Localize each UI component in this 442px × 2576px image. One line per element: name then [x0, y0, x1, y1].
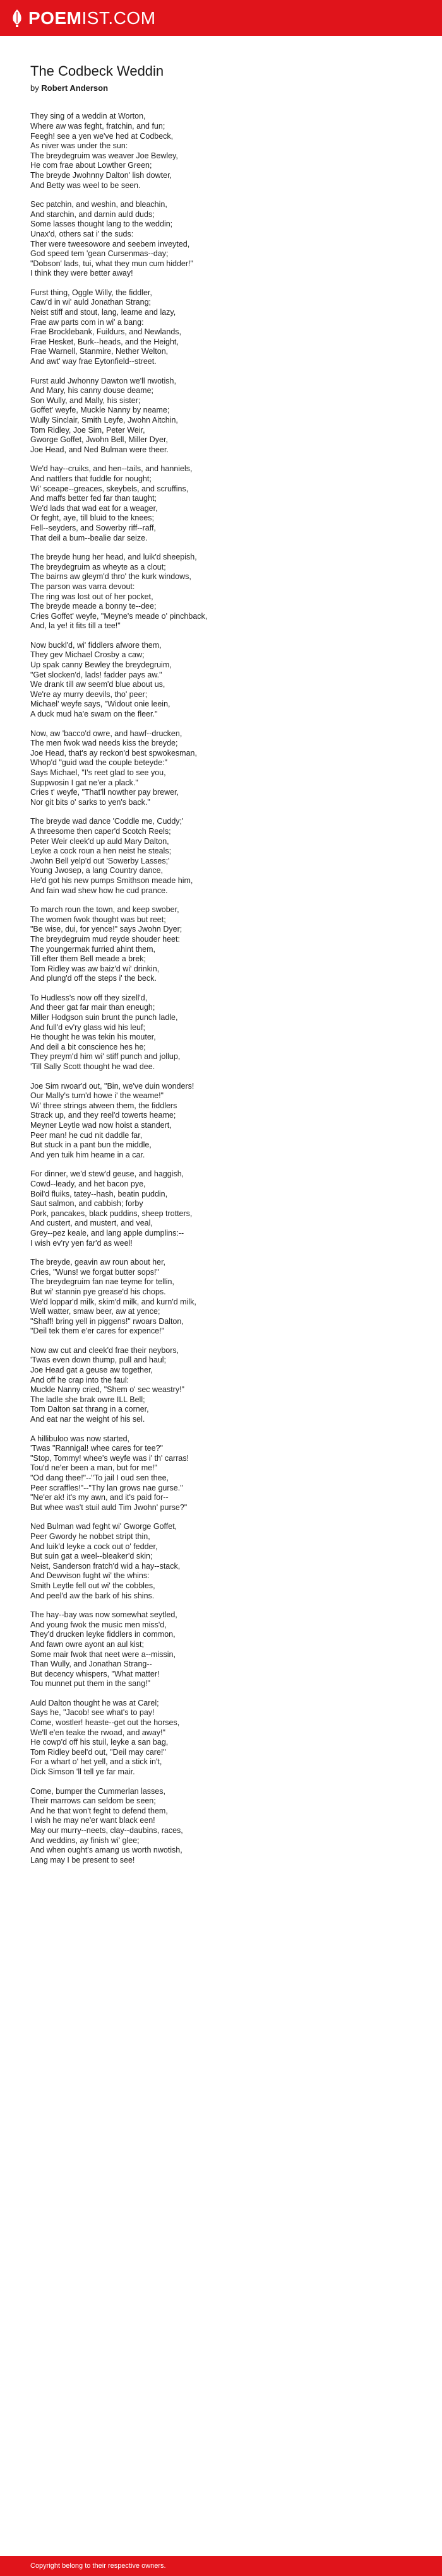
- poem-line: The breyde, geavin aw roun about her,: [30, 1258, 166, 1267]
- poem-line: But wi' stannin pye grease'd his chops.: [30, 1287, 166, 1296]
- poem-line: Neist stiff and stout, lang, leame and lazy,: [30, 308, 176, 317]
- poem-line: Unax'd, others sat i' the suds:: [30, 229, 134, 238]
- poem-line: The breydegruim as wheyte as a clout;: [30, 562, 166, 571]
- poem-line: The breyde hung her head, and luik'd sheepish,: [30, 553, 197, 562]
- poem-line: Lang may I be present to see!: [30, 1855, 135, 1865]
- poem-line: The parson was varra devout:: [30, 582, 135, 591]
- poem-line: But whee was't stuil auld Tim Jwohn' purse?": [30, 1502, 188, 1512]
- poem-line: Whop'd "guid wad the couple beteyde:": [30, 758, 167, 768]
- poem-line: Joe Head gat a geuse aw together,: [30, 1366, 153, 1375]
- poem-stanza: [30, 729, 409, 808]
- poem-line: "Deil tek them e'er cares for expence!": [30, 1326, 165, 1336]
- poem-line: "Get slocken'd, lads! fadder pays aw.": [30, 670, 162, 679]
- poem-line: Gworge Goffet, Jwohn Bell, Miller Dyer,: [30, 435, 168, 445]
- poem-line: Grey--pez keale, and lang apple dumplins:--: [30, 1228, 184, 1238]
- poem-line: The breyde meade a bonny te--dee;: [30, 602, 157, 611]
- poem-line: Peter Weir cleek'd up auld Mary Dalton,: [30, 836, 169, 846]
- poem-line: Fell--seyders, and Sowerby riff--raff,: [30, 523, 156, 532]
- poem-line: To march roun the town, and keep swober,: [30, 905, 179, 915]
- poem-line: Caw'd in wi' auld Jonathan Strang;: [30, 298, 151, 307]
- poem-line: Goffet' weyfe, Muckle Nanny by neame;: [30, 406, 170, 415]
- poem-stanza: [30, 1434, 409, 1513]
- poem-line: Jwohn Bell yelp'd out 'Sowerby Lasses;': [30, 856, 170, 865]
- poem-line: The hay--bay was now somewhat seytled,: [30, 1610, 177, 1620]
- poem-title: The Codbeck Weddin: [30, 63, 164, 79]
- poem-line: Nor git bits o' sarks to yen's back.": [30, 797, 150, 807]
- poem-line: Wi' sceape--greaces, skeybels, and scruffins,: [30, 484, 189, 493]
- poem-line: And, la ye! it fits till a tee!": [30, 621, 121, 631]
- poem-line: God speed tem 'gean Cursenmas--day;: [30, 249, 169, 259]
- poem-line: Furst thing, Oggle Willy, the fiddler,: [30, 288, 152, 297]
- site-header: [0, 0, 442, 36]
- poem-line: "Dobson' lads, tui, what they mun cum hidder!": [30, 259, 193, 268]
- poem-line: A duck mud ha'e swam on the fleer.": [30, 710, 158, 719]
- poem-line: Saut salmon, and cabbish; forby: [30, 1199, 143, 1209]
- poem-line: Says Michael, "I's reet glad to see you,: [30, 768, 166, 778]
- poem-line: Muckle Nanny cried, "Shem o' sec weastry!": [30, 1385, 184, 1395]
- poem-line: Now buckl'd, wi' fiddlers afwore them,: [30, 640, 162, 650]
- poem-line: Feegh! see a yen we've hed at Codbeck,: [30, 131, 174, 141]
- poem-line: And deil a bit conscience hes he;: [30, 1042, 146, 1051]
- poem-line: "Od dang thee!"--"To jail I oud sen thee,: [30, 1473, 169, 1483]
- poem-line: Cries t' weyfe, "That'll nowther pay brewer,: [30, 788, 179, 797]
- poem-content: [30, 63, 409, 1875]
- poem-line: "Stop, Tommy! whee's weyfe was i' th' carras!: [30, 1453, 189, 1463]
- poem-line: The men fwok wad needs kiss the breyde;: [30, 739, 178, 748]
- poem-line: And custert, and mustert, and veal,: [30, 1219, 153, 1228]
- poem-line: Than Wully, and Jonathan Strang--: [30, 1660, 152, 1669]
- poem-line: And he that won't feght to defend them,: [30, 1806, 168, 1815]
- poem-line: They gev Michael Crosby a caw;: [30, 650, 145, 660]
- poem-line: Miller Hodgson suin brunt the punch ladle,: [30, 1013, 178, 1022]
- poem-line: We'd hay--cruiks, and hen--tails, and hanniels,: [30, 464, 193, 474]
- poem-line: The ladle she brak owre ILL Bell;: [30, 1395, 145, 1404]
- poem-line: Tom Dalton sat thrang in a corner,: [30, 1405, 149, 1414]
- poem-line: And plung'd off the steps i' the beck.: [30, 974, 157, 983]
- poem-line: Peer Gwordy he nobbet stript thin,: [30, 1531, 150, 1541]
- poem-line: And theer gat far mair than eneugh;: [30, 1003, 155, 1012]
- poem-line: Where aw was feght, fratchin, and fun;: [30, 121, 165, 131]
- poem-line: Peer man! he cud nit daddle far,: [30, 1130, 143, 1140]
- poem-line: Leyke a cock roun a hen neist he steals;: [30, 846, 172, 856]
- poem-line: May our murry--neets, clay--daubins, races,: [30, 1826, 183, 1835]
- poem-line: And nattlers that fuddle for nought;: [30, 474, 152, 483]
- poem-line: Michael' weyfe says, "Widout onie leein,: [30, 700, 170, 709]
- poem-line: Some mair fwok that neet were a--missin,: [30, 1649, 176, 1659]
- poem-line: The youngermak furried ahint them,: [30, 944, 156, 954]
- poem-line: Pork, pancakes, black puddins, sheep trotters,: [30, 1209, 193, 1218]
- poem-line: The ring was lost out of her pocket,: [30, 592, 153, 601]
- poem-stanza: [30, 553, 409, 631]
- poem-line: He thought he was tekin his mouter,: [30, 1033, 156, 1042]
- poem-line: The bairns aw gleym'd thro' the kurk windows,: [30, 572, 191, 582]
- poem-line: A threesome then caper'd Scotch Reels;: [30, 826, 171, 836]
- poem-line: Cries, "Wuns! we forgat butter sops!": [30, 1267, 159, 1277]
- poem-line: But suin gat a weel--bleaker'd skin;: [30, 1552, 153, 1561]
- poem-line: "Shaff! bring yell in piggens!" rwoars Dalton,: [30, 1316, 184, 1326]
- poem-line: Wully Sinclair, Smith Leyfe, Jwohn Aitchin,: [30, 416, 178, 425]
- poem-line: For a whart o' het yell, and a stick in't,: [30, 1757, 162, 1767]
- poem-line: Auld Dalton thought he was at Carel;: [30, 1698, 159, 1707]
- poem-line: "Be wise, dui, for yence!" says Jwohn Dyer;: [30, 925, 182, 934]
- poem-line: Come, bumper the Cummerlan lasses,: [30, 1786, 165, 1796]
- poem-line: Meyner Leytle wad now hoist a standert,: [30, 1121, 172, 1130]
- poem-line: But stuck in a pant bun the middle,: [30, 1140, 152, 1150]
- poem-line: And maffs better fed far than taught;: [30, 494, 157, 503]
- poem-line: Cowd--leady, and het bacon pye,: [30, 1179, 146, 1188]
- poem-stanza: [30, 641, 409, 720]
- poem-line: That deil a bum--bealie dar seize.: [30, 533, 148, 542]
- poem-line: For dinner, we'd stew'd geuse, and haggish,: [30, 1169, 184, 1179]
- poem-line: They sing of a weddin at Worton,: [30, 112, 146, 121]
- poem-line: And young fwok the music men miss'd,: [30, 1620, 167, 1629]
- poem-line: Our Mally's turn'd howe i' the weame!": [30, 1091, 164, 1101]
- poem-line: And eat nar the weight of his sel.: [30, 1415, 145, 1424]
- poem-line: Now, aw 'bacco'd owre, and hawf--drucken,: [30, 729, 182, 738]
- poem-stanza: [30, 993, 409, 1072]
- poem-line: But decency whispers, "What matter!: [30, 1669, 160, 1678]
- poem-stanza: [30, 1169, 409, 1248]
- poem-stanza: [30, 377, 409, 455]
- poem-line: He com frae about Lowther Green;: [30, 161, 152, 170]
- poem-line: Joe Sim rwoar'd out, "Bin, we've duin wonders!: [30, 1081, 194, 1091]
- poem-stanza: [30, 905, 409, 984]
- poem-line: Frae Warnell, Stanmire, Nether Welton,: [30, 347, 169, 356]
- poem-stanza: [30, 1699, 409, 1777]
- poem-line: 'Till Sally Scott thought he wad dee.: [30, 1062, 155, 1072]
- poem-line: We're ay murry deevils, tho' peer;: [30, 689, 148, 699]
- poem-line: Smith Leytle fell out wi' the cobbles,: [30, 1581, 155, 1590]
- poem-line: Son Wully, and Mally, his sister;: [30, 395, 141, 405]
- poem-line: Ther were tweesowore and seebem inveyted,: [30, 239, 190, 249]
- poem-line: Frae Hesket, Burk--heads, and the Height,: [30, 337, 179, 346]
- poem-stanza: [30, 1522, 409, 1601]
- poem-line: Suppwosin I gat ne'er a plack.": [30, 778, 138, 787]
- poem-line: We'd loppar'd milk, skim'd milk, and kurn'd milk,: [30, 1297, 196, 1306]
- poem-line: They'd drucken leyke fiddlers in common,: [30, 1630, 176, 1639]
- poem-line: And when ought's amang us worth nwotish,: [30, 1846, 182, 1855]
- poem-line: And starchin, and darnin auld duds;: [30, 209, 155, 219]
- poem-stanza: [30, 1082, 409, 1161]
- poem-line: Frae aw parts com in wi' a bang:: [30, 317, 144, 327]
- poem-line: Some lasses thought lang to the weddin;: [30, 220, 173, 229]
- poem-line: I think they were better away!: [30, 269, 133, 278]
- poem-body: [30, 112, 409, 1865]
- quill-icon: [11, 9, 23, 28]
- poem-line: Come, wostler! heaste--get out the horses,: [30, 1718, 180, 1728]
- poem-line: Sec patchin, and weshin, and bleachin,: [30, 200, 167, 209]
- poem-line: He cowp'd off his stuil, leyke a san bag,: [30, 1738, 169, 1747]
- poem-line: 'Twas "Rannigal! whee cares for tee?": [30, 1444, 163, 1453]
- poem-line: "Ne'er ak! it's my awn, and it's paid for--: [30, 1493, 169, 1502]
- poem-line: I wish ev'ry yen far'd as weel!: [30, 1238, 133, 1248]
- poem-line: And off he crap into the faul:: [30, 1375, 129, 1385]
- poem-stanza: [30, 288, 409, 367]
- poem-line: And yen tuik him heame in a car.: [30, 1150, 145, 1159]
- poem-line: The breydegruim mud reyde shouder heet:: [30, 934, 180, 944]
- poem-line: And Dewvison fught wi' the whins:: [30, 1571, 150, 1581]
- poem-line: Says he, "Jacob! see what's to pay!: [30, 1708, 155, 1718]
- poem-line: They preym'd him wi' stiff punch and jollup,: [30, 1052, 181, 1062]
- poem-line: The women fwok thought was but reet;: [30, 915, 166, 924]
- poem-line: Now aw cut and cleek'd frae their neybors,: [30, 1345, 179, 1355]
- poem-line: Frae Brocklebank, Fuildurs, and Newlands,: [30, 327, 182, 337]
- poem-line: The breydegruim was weaver Joe Bewley,: [30, 151, 178, 160]
- poem-line: Tou'd ne'er been a man, but for me!": [30, 1463, 157, 1473]
- poem-stanza: [30, 1346, 409, 1425]
- poem-line: And full'd ev'ry glass wid his leuf;: [30, 1022, 145, 1032]
- poem-line: Strack up, and they reel'd towerts heame;: [30, 1111, 176, 1120]
- poem-stanza: [30, 200, 409, 279]
- logo-text: POEMIST.COM: [28, 8, 156, 28]
- poem-line: Joe Head, that's ay reckon'd best spwokesman,: [30, 748, 197, 758]
- poem-line: And fain wad shew how he cud prance.: [30, 886, 168, 895]
- poem-line: And Betty was weel to be seen.: [30, 180, 141, 190]
- poem-line: Boil'd fluiks, tatey--hash, beatin puddin,: [30, 1189, 168, 1198]
- copyright-text: Copyright belong to their respective owners.: [30, 2562, 166, 2570]
- poem-line: Tom Ridley was aw baiz'd wi' drinkin,: [30, 964, 160, 973]
- poem-line: Till efter them Bell meade a brek;: [30, 954, 146, 964]
- poem-stanza: [30, 817, 409, 896]
- poem-line: Peer scraffles!"--"Thy lan grows nae gurse.": [30, 1483, 183, 1492]
- poem-line: Furst auld Jwhonny Dawton we'll nwotish,: [30, 376, 176, 385]
- site-logo[interactable]: [11, 9, 156, 28]
- poem-line: Dick Simson 'll tell ye far mair.: [30, 1767, 135, 1777]
- poem-line: And Mary, his canny douse deame;: [30, 386, 154, 395]
- poem-line: The breydegruim fan nae teyme for tellin,: [30, 1277, 174, 1287]
- poem-stanza: [30, 464, 409, 543]
- poem-line: And fawn owre ayont an aul kist;: [30, 1639, 144, 1649]
- by-label: by: [30, 83, 39, 93]
- poem-line: Well watter, smaw beer, aw at yence;: [30, 1307, 160, 1316]
- poem-line: Up spak canny Bewley the breydegruim,: [30, 660, 172, 670]
- poem-line: And awt' way frae Eytonfield--street.: [30, 357, 157, 366]
- poem-line: I wish he may ne'er want black een!: [30, 1816, 155, 1825]
- poem-line: Tou munnet put them in the sang!": [30, 1679, 150, 1689]
- poem-line: And weddins, ay finish wi' glee;: [30, 1835, 140, 1845]
- poem-line: Wi' three strings atween them, the fiddlers: [30, 1101, 177, 1110]
- poem-line: To Hudless's now off they sizell'd,: [30, 993, 148, 1002]
- poem-line: 'Twas even down thump, pull and haul;: [30, 1355, 167, 1365]
- poem-stanza: [30, 1258, 409, 1337]
- poem-line: He'd got his new pumps Smithson meade him,: [30, 875, 193, 885]
- poem-line: Tom Ridley, Joe Sim, Peter Weir,: [30, 425, 145, 435]
- poem-line: Or feght, aye, till bluid to the knees;: [30, 513, 154, 523]
- poem-line: Ned Bulman wad feght wi' Gworge Goffet,: [30, 1522, 177, 1531]
- poem-line: The breyde Jwohnny Dalton' lish dowter,: [30, 170, 172, 180]
- poem-stanza: [30, 112, 409, 190]
- poem-line: As niver was under the sun:: [30, 141, 128, 151]
- poem-line: A hillibuloo was now started,: [30, 1434, 130, 1443]
- poem-line: And luik'd leyke a cock out o' fedder,: [30, 1542, 158, 1551]
- poem-byline: [30, 83, 409, 93]
- poem-line: And peel'd aw the bark of his shins.: [30, 1591, 155, 1600]
- poem-stanza: [30, 1787, 409, 1866]
- poem-stanza: [30, 1610, 409, 1689]
- poem-line: Their marrows can seldom be seen;: [30, 1796, 156, 1806]
- poem-line: Joe Head, and Ned Bulman were theer.: [30, 445, 169, 454]
- poem-line: Cries Goffet' weyfe, "Meyne's meade o' pinchback,: [30, 611, 208, 621]
- poem-line: Young Jwosep, a lang Country dance,: [30, 866, 164, 875]
- poem-line: Neist, Sanderson fratch'd wid a hay--stack,: [30, 1561, 181, 1571]
- poem-line: We'd lads that wad eat for a weager,: [30, 503, 158, 513]
- author-link[interactable]: Robert Anderson: [41, 83, 109, 93]
- site-footer: [0, 2556, 442, 2576]
- poem-line: Tom Ridley beel'd out, "Deil may care!": [30, 1747, 166, 1757]
- poem-line: We'll e'en teake the rwoad, and away!": [30, 1728, 165, 1737]
- poem-line: We drank till aw seem'd blue about us,: [30, 680, 165, 689]
- poem-line: The breyde wad dance 'Coddle me, Cuddy;': [30, 817, 184, 826]
